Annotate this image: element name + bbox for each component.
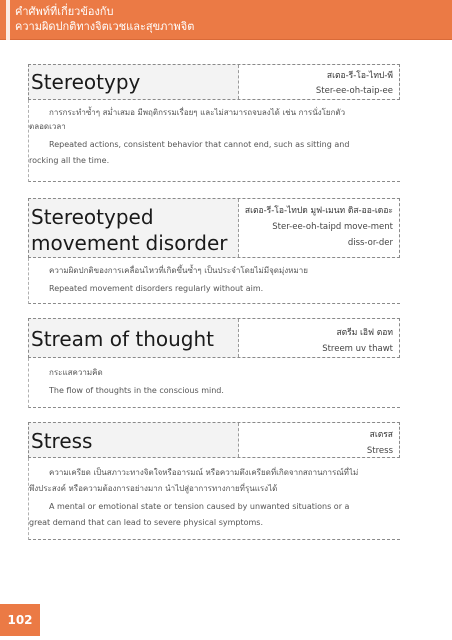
definition-box bbox=[28, 100, 400, 182]
definition-thai-line-1: ความผิดปกติของการเคลื่อนไหวที่เกิดขึ้นซ้ำๆ เป็นประจำโดยไม่มีจุดมุ่งหมาย bbox=[49, 266, 308, 275]
definition-thai-line-1: กระแสความคิด bbox=[49, 368, 103, 377]
term-title: Stress bbox=[31, 429, 93, 453]
definition-thai-line-1: การกระทำซ้ำๆ สม่ำเสมอ มีพฤติกรรมเรื่อยๆ และไม่สามารถจบลงได้ เช่น การนั่งโยกตัว bbox=[49, 108, 346, 117]
pronunciation-thai: สเตอ-รี-โอ-ไทปด มูฟ-เมนท ดิส-ออ-เดอะ bbox=[244, 206, 393, 216]
pronunciation-english: Stress bbox=[366, 446, 393, 456]
definition-english-line-1: The flow of thoughts in the conscious mind. bbox=[49, 386, 224, 395]
pronunciation-english: Streem uv thawt bbox=[322, 344, 393, 354]
definition-english-line-2: great demand that can lead to severe physical symptoms. bbox=[29, 518, 263, 527]
definition-english-line-1: Repeated movement disorders regularly without aim. bbox=[49, 284, 264, 293]
definition-thai-line-2: ตลอดเวลา bbox=[29, 122, 66, 131]
pronunciation-english-line-1: Ster-ee-oh-taipd move-ment bbox=[272, 222, 393, 232]
header-line-1: คำศัพท์ที่เกี่ยวข้องกับ bbox=[15, 5, 114, 18]
term-title: Stream of thought bbox=[31, 327, 214, 351]
header-accent-stripe bbox=[6, 0, 10, 40]
header-line-2: ความผิดปกติทางจิตเวชและสุขภาพจิต bbox=[15, 20, 195, 33]
pronunciation-thai: สตรีม เอิฟ ตอท bbox=[336, 328, 393, 338]
term-title-line-2: movement disorder bbox=[31, 231, 228, 255]
term-title-line-1: Stereotyped bbox=[31, 205, 154, 229]
definition-box bbox=[28, 258, 400, 304]
definition-thai-line-1: ความเครียด เป็นสภาวะทางจิตใจหรืออารมณ์ หรือความตึงเครียดที่เกิดจากสถานการณ์ที่ไม่ bbox=[49, 468, 359, 477]
pronunciation-thai: สเตรส bbox=[369, 430, 393, 440]
term-box bbox=[28, 198, 400, 258]
chapter-header bbox=[0, 0, 452, 40]
term-box bbox=[28, 64, 400, 100]
definition-english-line-1: Repeated actions, consistent behavior that cannot end, such as sitting and bbox=[49, 140, 350, 149]
term-box bbox=[28, 422, 400, 458]
term-box bbox=[28, 318, 400, 358]
pronunciation-thai: สเตอ-รี-โอ-ไทป-พี bbox=[326, 71, 393, 81]
term-title: Stereotypy bbox=[31, 70, 141, 94]
definition-box bbox=[28, 358, 400, 408]
definition-english-line-1: A mental or emotional state or tension caused by unwanted situations or a bbox=[49, 502, 350, 511]
definition-box bbox=[28, 458, 400, 540]
pronunciation-english-line-2: diss-or-der bbox=[347, 238, 393, 248]
definition-thai-line-2: พึงประสงค์ หรือความต้องการอย่างมาก นำไปสู่อาการทางกายที่รุนแรงได้ bbox=[29, 484, 278, 493]
definition-english-line-2: rocking all the time. bbox=[29, 156, 110, 165]
pronunciation-english: Ster-ee-oh-taip-ee bbox=[315, 86, 393, 96]
page-number: 102 bbox=[0, 604, 40, 636]
